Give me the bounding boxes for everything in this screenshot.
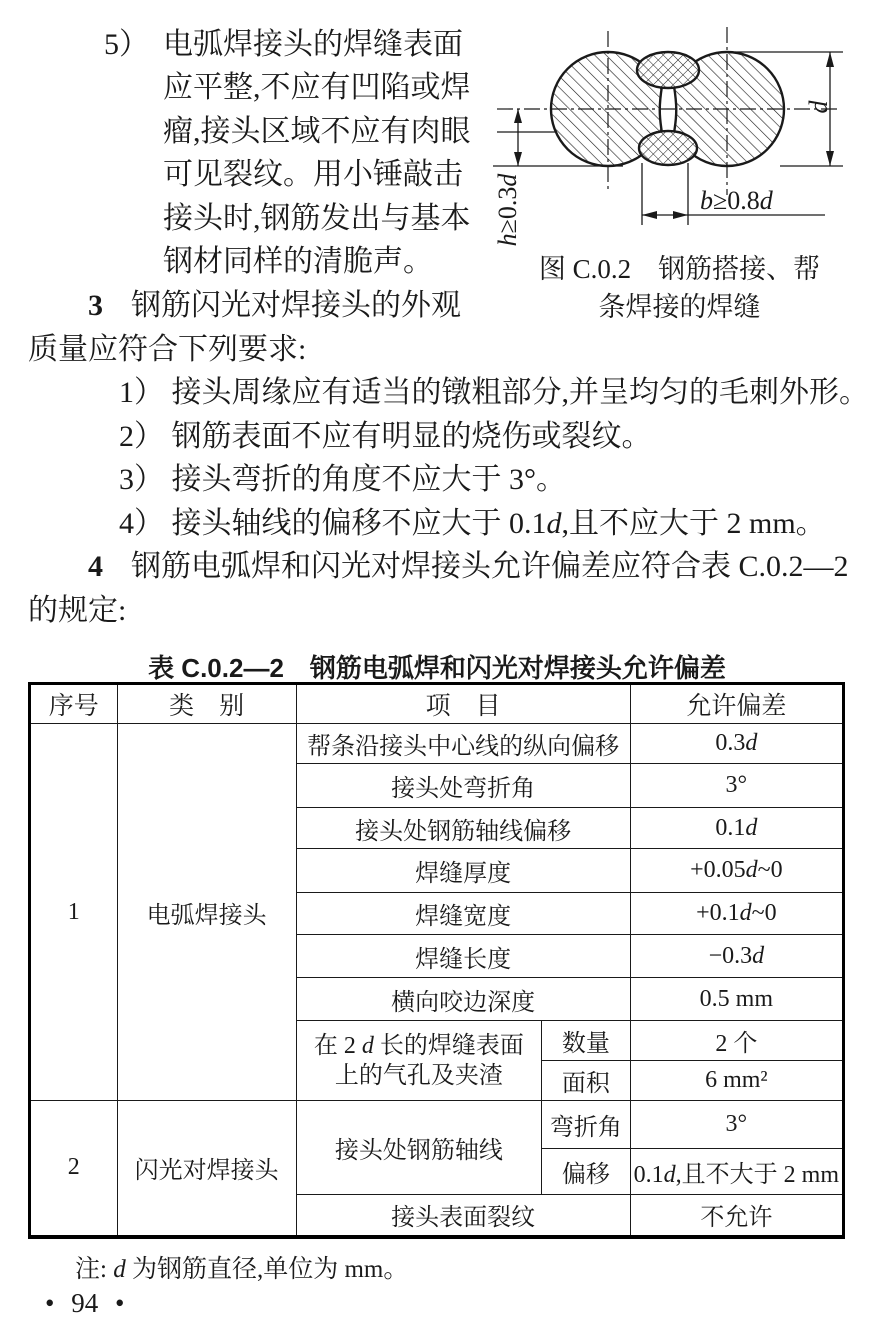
text-line: 应平整,不应有凹陷或焊 bbox=[163, 71, 471, 104]
list-item: 2） 钢筋表面不应有明显的烧伤或裂纹。 bbox=[119, 420, 652, 453]
header-item: 项 目 bbox=[296, 684, 630, 724]
table-header-row bbox=[30, 684, 844, 724]
cell-item: 焊缝长度 bbox=[296, 935, 630, 978]
cell-item: 接头处弯折角 bbox=[296, 764, 630, 808]
list-item: 1） 接头周缘应有适当的镦粗部分,并呈均匀的毛刺外形。 bbox=[119, 376, 869, 409]
figure-caption-line2: 条焊接的焊缝 bbox=[598, 292, 761, 322]
text-line: 钢筋闪光对焊接头的外观 bbox=[131, 289, 461, 322]
cell-seq: 2 bbox=[30, 1101, 118, 1237]
cell-deviation: 3° bbox=[630, 764, 843, 808]
cell-deviation: 2 个 bbox=[630, 1021, 843, 1061]
paragraph-number: 3 bbox=[88, 289, 103, 322]
cell-item: 焊缝宽度 bbox=[296, 893, 630, 935]
paragraph-number: 4 bbox=[88, 550, 103, 583]
cell-deviation: +0.1d~0 bbox=[630, 893, 843, 935]
cell-subitem: 偏移 bbox=[542, 1149, 631, 1195]
cell-item-pores bbox=[296, 1021, 542, 1101]
cell-item: 接头处钢筋轴线 bbox=[296, 1101, 542, 1195]
weld-bead-top bbox=[637, 52, 699, 88]
page-number: • 94 • bbox=[45, 1288, 125, 1318]
list-item-number: 5） bbox=[104, 28, 149, 61]
cell-deviation: 0.3d bbox=[630, 724, 843, 764]
cell-item: 接头处钢筋轴线偏移 bbox=[296, 808, 630, 849]
cell-deviation: 不允许 bbox=[630, 1195, 843, 1237]
cell-deviation: 0.1d bbox=[630, 808, 843, 849]
dimension-label-h: h≥0.3d bbox=[493, 173, 522, 247]
cell-deviation: 6 mm² bbox=[630, 1061, 843, 1101]
text-line: 质量应符合下列要求: bbox=[28, 333, 307, 366]
cell-item: 横向咬边深度 bbox=[296, 978, 630, 1021]
table-note: 注: d 为钢筋直径,单位为 mm。 bbox=[75, 1256, 409, 1283]
cell-subitem: 弯折角 bbox=[542, 1101, 631, 1149]
text-line: 可见裂纹。用小锤敲击 bbox=[163, 158, 463, 191]
header-category: 类 别 bbox=[117, 684, 296, 724]
text-line: 接头时,钢筋发出与基本 bbox=[163, 202, 471, 235]
cell-item-pores-line1: 在 2 d 长的焊缝表面 bbox=[313, 1032, 524, 1059]
cell-category: 电弧焊接头 bbox=[117, 724, 296, 1101]
cell-item: 焊缝厚度 bbox=[296, 849, 630, 893]
cell-deviation: −0.3d bbox=[630, 935, 843, 978]
cell-deviation: +0.05d~0 bbox=[630, 849, 843, 893]
cell-item: 接头表面裂纹 bbox=[296, 1195, 630, 1237]
cell-category: 闪光对焊接头 bbox=[117, 1101, 296, 1237]
dimension-label-d: d bbox=[804, 100, 833, 114]
cell-seq: 1 bbox=[30, 724, 118, 1101]
list-item: 3） 接头弯折的角度不应大于 3°。 bbox=[119, 463, 566, 496]
cell-subitem: 数量 bbox=[542, 1021, 631, 1061]
text-line: 瘤,接头区域不应有肉眼 bbox=[163, 115, 471, 148]
header-deviation: 允许偏差 bbox=[630, 684, 843, 724]
cell-deviation: 3° bbox=[630, 1101, 843, 1149]
weld-bead-bottom bbox=[639, 131, 697, 165]
table-row bbox=[30, 724, 844, 764]
text-line: 电弧焊接头的焊缝表面 bbox=[163, 28, 463, 61]
deviation-table bbox=[28, 682, 845, 1239]
cell-item-pores-line2: 上的气孔及夹渣 bbox=[334, 1062, 503, 1089]
figure-caption-line1: 图 C.0.2 钢筋搭接、帮 bbox=[538, 254, 821, 284]
cell-deviation: 0.5 mm bbox=[630, 978, 843, 1021]
cell-item: 帮条沿接头中心线的纵向偏移 bbox=[296, 724, 630, 764]
cell-deviation: 0.1d,且不大于 2 mm bbox=[630, 1149, 843, 1195]
cell-subitem: 面积 bbox=[542, 1061, 631, 1101]
dimension-label-b: b≥0.8d bbox=[700, 186, 773, 215]
text-line: 钢筋电弧焊和闪光对焊接头允许偏差应符合表 C.0.2—2 bbox=[131, 550, 849, 583]
table-title: 表 C.0.2—2 钢筋电弧焊和闪光对焊接头允许偏差 bbox=[148, 653, 726, 683]
list-item: 4） 接头轴线的偏移不应大于 0.1d,且不应大于 2 mm。 bbox=[119, 507, 826, 540]
text-line: 钢材同样的清脆声。 bbox=[163, 245, 433, 278]
table-row bbox=[30, 1101, 844, 1149]
header-seq: 序号 bbox=[30, 684, 118, 724]
text-line: 的规定: bbox=[28, 594, 127, 627]
